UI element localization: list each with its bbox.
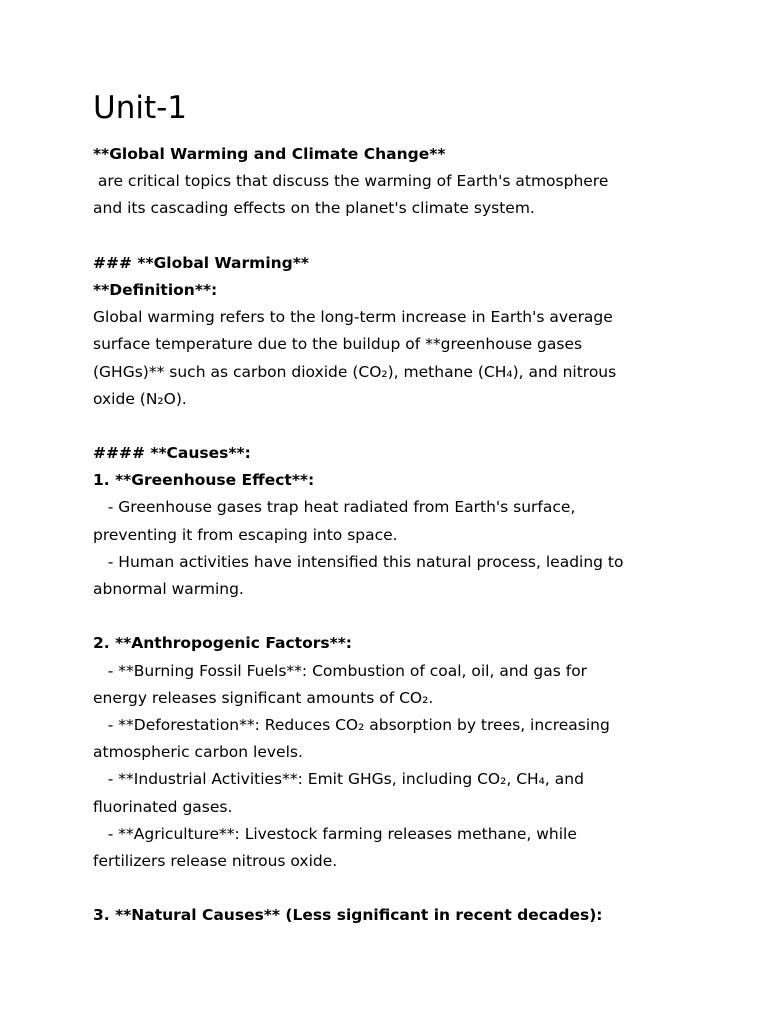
section-heading-global-warming: ### **Global Warming** bbox=[93, 253, 309, 272]
definition-line: oxide (N₂O). bbox=[93, 389, 187, 408]
cause-line: - Greenhouse gases trap heat radiated from Earth's surface, bbox=[93, 498, 576, 517]
cause-line: - **Deforestation**: Reduces CO₂ absorption by trees, increasing bbox=[93, 715, 610, 734]
document-body bbox=[93, 141, 753, 929]
document-subtitle: **Global Warming and Climate Change** bbox=[93, 145, 446, 163]
blank-line bbox=[93, 875, 753, 902]
definition-line: surface temperature due to the buildup of **greenhouse gases bbox=[93, 335, 583, 354]
cause-line: energy releases significant amounts of CO₂. bbox=[93, 688, 434, 707]
cause-heading-greenhouse-effect: 1. **Greenhouse Effect**: bbox=[93, 471, 315, 490]
cause-line: - **Agriculture**: Livestock farming releases methane, while bbox=[93, 824, 577, 843]
cause-heading-anthropogenic-factors: 2. **Anthropogenic Factors**: bbox=[93, 634, 352, 653]
cause-line: fertilizers release nitrous oxide. bbox=[93, 851, 338, 870]
cause-line: - **Industrial Activities**: Emit GHGs, including CO₂, CH₄, and bbox=[93, 770, 584, 789]
cause-line: preventing it from escaping into space. bbox=[93, 525, 398, 544]
intro-line: and its cascading effects on the planet's climate system. bbox=[93, 199, 535, 218]
intro-line: are critical topics that discuss the warming of Earth's atmosphere bbox=[93, 172, 609, 191]
cause-heading-natural-causes: 3. **Natural Causes** (Less significant in recent decades): bbox=[93, 906, 603, 925]
cause-line: - Human activities have intensified this natural process, leading to bbox=[93, 552, 624, 571]
cause-line: - **Burning Fossil Fuels**: Combustion of coal, oil, and gas for bbox=[93, 661, 588, 680]
blank-line bbox=[93, 223, 753, 250]
definition-label: **Definition**: bbox=[93, 280, 218, 299]
blank-line bbox=[93, 603, 753, 630]
blank-line bbox=[93, 413, 753, 440]
document-title: Unit-1 bbox=[93, 90, 188, 126]
definition-line: Global warming refers to the long-term increase in Earth's average bbox=[93, 308, 613, 327]
cause-line: abnormal warming. bbox=[93, 580, 244, 598]
definition-line: (GHGs)** such as carbon dioxide (CO₂), methane (CH₄), and nitrous bbox=[93, 362, 617, 381]
cause-line: fluorinated gases. bbox=[93, 797, 233, 816]
section-heading-causes: #### **Causes**: bbox=[93, 444, 251, 463]
cause-line: atmospheric carbon levels. bbox=[93, 743, 303, 762]
